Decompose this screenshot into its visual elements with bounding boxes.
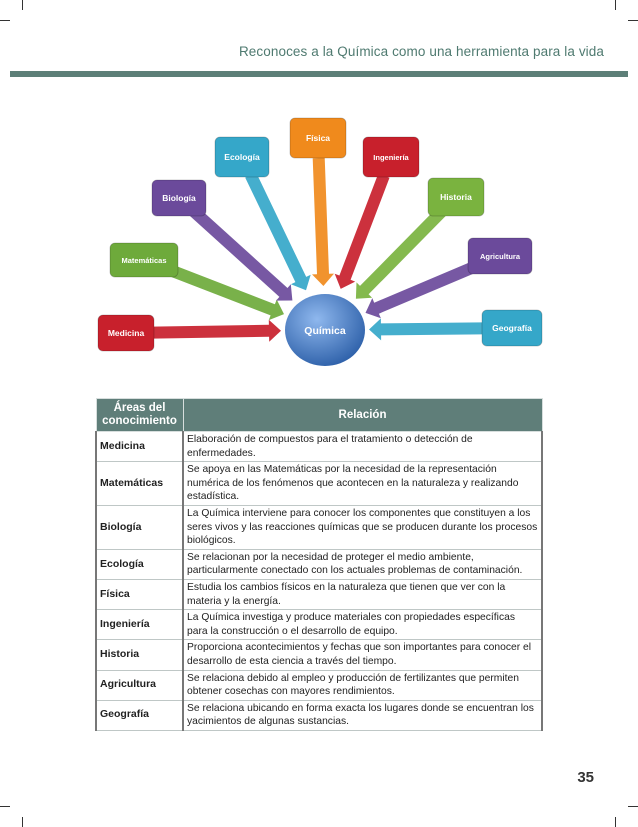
- node-box: [290, 118, 346, 158]
- crop-mark: [615, 0, 616, 10]
- table-row: [96, 640, 542, 670]
- node-label: Física: [305, 133, 331, 143]
- table-row: [96, 700, 542, 730]
- node-label: Ingeniería: [373, 153, 409, 162]
- crop-mark: [628, 20, 638, 21]
- table-row: [96, 610, 542, 640]
- area-cell: Geografía: [96, 700, 183, 730]
- table-row: [96, 579, 542, 609]
- chemistry-relations-diagram: [80, 110, 560, 380]
- node-label: Matemáticas: [121, 256, 167, 265]
- header-area: Áreas del conocimiento: [96, 399, 183, 432]
- relation-cell: Se apoya en las Matemáticas por la necesidad de la representación numérica de los fenómenos que acontecen en la naturaleza y realizando estadística.: [183, 462, 542, 506]
- table-row: [96, 549, 542, 579]
- page-number: 35: [577, 769, 594, 786]
- header-relation: Relación: [183, 399, 542, 432]
- relation-cell: La Química investiga y produce materiales con propiedades específicas para la construcción o el desarrollo de equipo.: [183, 610, 542, 640]
- relation-cell: Proporciona acontecimientos y fechas que son importantes para conocer el desarrollo de esta ciencia a través del tiempo.: [183, 640, 542, 670]
- node-box: [215, 137, 269, 177]
- relation-cell: Se relaciona ubicando en forma exacta los lugares donde se encuentran los yacimientos de algunas sustancias.: [183, 700, 542, 730]
- header-rule: [10, 71, 628, 77]
- area-cell: Medicina: [96, 432, 183, 462]
- node-box: [152, 180, 206, 216]
- node-box: [110, 243, 178, 277]
- table-row: [96, 462, 542, 506]
- area-cell: Matemáticas: [96, 462, 183, 506]
- node-box: [98, 315, 154, 351]
- relation-cell: Se relacionan por la necesidad de proteger el medio ambiente, particularmente conectado con los actuales problemas de contaminación.: [183, 549, 542, 579]
- crop-mark: [22, 0, 23, 10]
- node-box: [468, 238, 532, 274]
- node-label: Biología: [162, 193, 196, 203]
- relation-cell: Se relaciona debido al empleo y producción de fertilizantes que permiten obtener cosechas con mayores rendimientos.: [183, 670, 542, 700]
- running-header: Reconoces a la Química como una herramienta para la vida: [238, 44, 604, 59]
- relation-cell: La Química interviene para conocer los componentes que constituyen a los seres vivos y las reacciones químicas que se producen durante los procesos biológicos.: [183, 505, 542, 549]
- node-box: [363, 137, 419, 177]
- node-box: [482, 310, 542, 346]
- area-cell: Ecología: [96, 549, 183, 579]
- crop-mark: [0, 20, 10, 21]
- node-label: Ecología: [224, 152, 260, 162]
- crop-mark: [628, 806, 638, 807]
- area-cell: Biología: [96, 505, 183, 549]
- arrow-4: [312, 158, 334, 286]
- arrow-8: [369, 318, 494, 340]
- crop-mark: [615, 817, 616, 827]
- center-label: Química: [304, 325, 346, 337]
- table-row: [96, 670, 542, 700]
- node-label: Geografía: [492, 323, 532, 333]
- node-label: Historia: [440, 192, 472, 202]
- crop-mark: [0, 806, 10, 807]
- relation-cell: Elaboración de compuestos para el tratamiento o detección de enfermedades.: [183, 432, 542, 462]
- area-cell: Historia: [96, 640, 183, 670]
- node-label: Agricultura: [479, 252, 521, 261]
- table-row: [96, 505, 542, 549]
- area-cell: Agricultura: [96, 670, 183, 700]
- crop-mark: [22, 817, 23, 827]
- area-cell: Ingeniería: [96, 610, 183, 640]
- relations-table: [95, 398, 543, 731]
- arrow-0: [144, 320, 281, 342]
- node-label: Medicina: [107, 328, 145, 338]
- relation-cell: Estudia los cambios físicos en la naturaleza que tienen que ver con la materia y la energía.: [183, 579, 542, 609]
- node-box: [428, 178, 484, 216]
- table-row: [96, 432, 542, 462]
- center-node: [285, 294, 365, 366]
- area-cell: Física: [96, 579, 183, 609]
